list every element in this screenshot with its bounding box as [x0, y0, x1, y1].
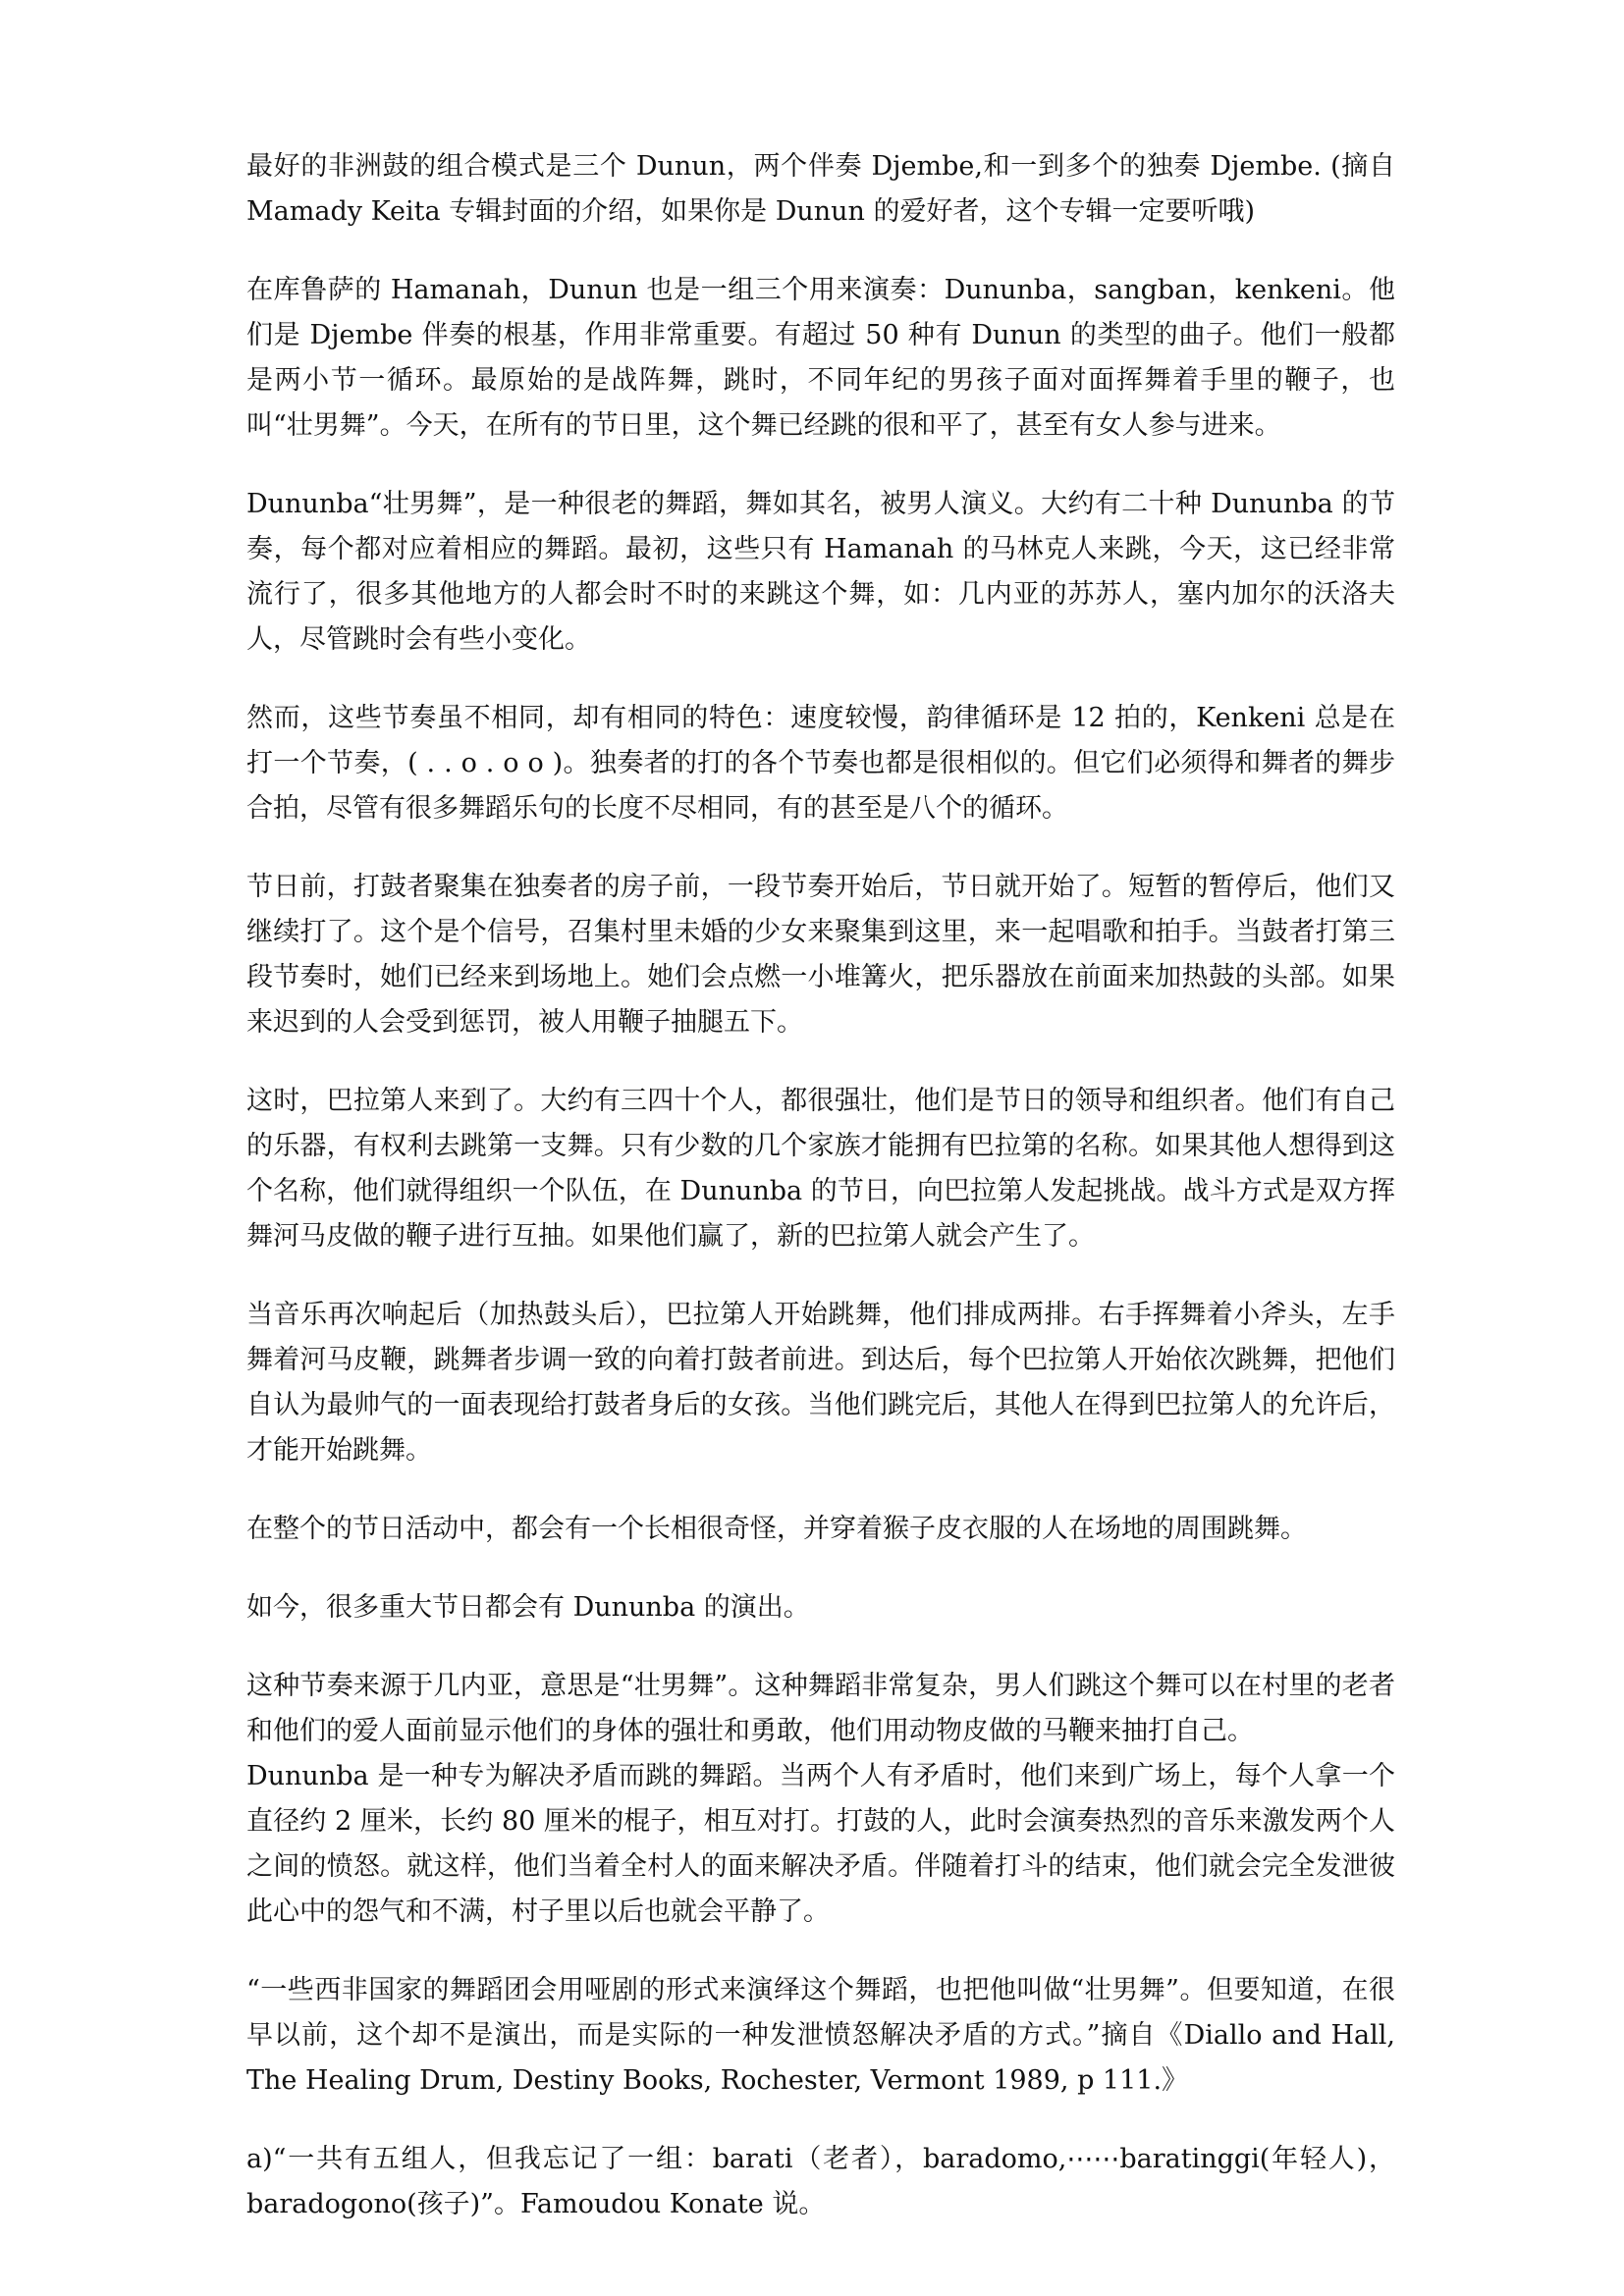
paragraph-rhythm-features: 然而，这些节奏虽不相同，却有相同的特色：速度较慢，韵律循环是 12 拍的，Kenkeni 总是在打一个节奏，( . . o . o o )。独奏者的打的各个节奏也都是很相似的。但它们必须得和舞者的舞步合拍，尽管有很多舞蹈乐句的长度不尽相同，有的甚至是八个的循环。 [246, 703, 1395, 824]
paragraph-quote: “一些西非国家的舞蹈团会用哑剧的形式来演绎这个舞蹈，也把他叫做“壮男舞”。但要知道，在很早以前，这个却不是演出，而是实际的一种发泄愤怒解决矛盾的方式。”摘自《Diallo and Hall, The Healing Drum, Destiny Books, Rochester, Vermont 1989, p 111.》 [246, 1975, 1404, 2096]
paragraph-today: 如今，很多重大节日都会有 Dununba 的演出。 [246, 1592, 810, 1623]
paragraph-dance: 当音乐再次响起后（加热鼓头后），巴拉第人开始跳舞，他们排成两排。右手挥舞着小斧头，左手舞着河马皮鞭，跳舞者步调一致的向着打鼓者前进。到达后，每个巴拉第人开始依次跳舞，把他们自认为最帅气的一面表现给打鼓者身后的女孩。当他们跳完后，其他人在得到巴拉第人的允许后，才能开始跳舞。 [246, 1300, 1395, 1466]
paragraph-festival-start: 节日前，打鼓者聚集在独奏者的房子前，一段节奏开始后，节日就开始了。短暂的暂停后，他们又继续打了。这个是个信号，召集村里未婚的少女来聚集到这里，来一起唱歌和拍手。当鼓者打第三段节奏时，她们已经来到场地上。她们会点燃一小堆篝火，把乐器放在前面来加热鼓的头部。如果来迟到的人会受到惩罚，被人用鞭子抽腿五下。 [246, 872, 1395, 1038]
paragraph-guinea-origin: 这种节奏来源于几内亚，意思是“壮男舞”。这种舞蹈非常复杂，男人们跳这个舞可以在村里的老者和他们的爱人面前显示他们的身体的强壮和勇敢，他们用动物皮做的马鞭来抽打自己。 [246, 1671, 1395, 1746]
document-page [246, 144, 1404, 2261]
paragraph-footnote-a: a)“一共有五组人，但我忘记了一组：barati（老者），baradomo,⋯⋯baratinggi(年轻人)，baradogono(孩子)”。Famoudou Konate 说。 [246, 2144, 1395, 2219]
paragraph-intro: 最好的非洲鼓的组合模式是三个 Dunun，两个伴奏 Djembe,和一到多个的独奏 Djembe. (摘自 Mamady Keita 专辑封面的介绍，如果你是 Dunun 的爱好者，这个专辑一定要听哦) [246, 151, 1404, 227]
paragraph-dununba-origin: Dununba“壮男舞”，是一种很老的舞蹈，舞如其名，被男人演义。大约有二十种 Dununba 的节奏，每个都对应着相应的舞蹈。最初，这些只有 Hamanah 的马林克人来跳，今天，这已经非常流行了，很多其他地方的人都会时不时的来跳这个舞，如：几内亚的苏苏人，塞内加尔的沃洛夫人，尽管跳时会有些小变化。 [246, 489, 1395, 655]
paragraph-hamanah: 在库鲁萨的 Hamanah，Dunun 也是一组三个用来演奏：Dununba，sangban，kenkeni。他们是 Djembe 伴奏的根基，作用非常重要。有超过 50 种有 Dunun 的类型的曲子。他们一般都是两小节一循环。最原始的是战阵舞，跳时，不同年纪的男孩子面对面挥舞着手里的鞭子，也叫“壮男舞”。今天，在所有的节日里，这个舞已经跳的很和平了，甚至有女人参与进来。 [246, 275, 1395, 441]
paragraph-barati: 这时，巴拉第人来到了。大约有三四十个人，都很强壮，他们是节日的领导和组织者。他们有自己的乐器，有权利去跳第一支舞。只有少数的几个家族才能拥有巴拉第的名称。如果其他人想得到这个名称，他们就得组织一个队伍，在 Dununba 的节日，向巴拉第人发起挑战。战斗方式是双方挥舞河马皮做的鞭子进行互抽。如果他们赢了，新的巴拉第人就会产生了。 [246, 1086, 1395, 1252]
paragraph-monkey-dancer: 在整个的节日活动中，都会有一个长相很奇怪，并穿着猴子皮衣服的人在场地的周围跳舞。 [246, 1514, 1307, 1544]
paragraph-conflict: Dununba 是一种专为解决矛盾而跳的舞蹈。当两个人有矛盾时，他们来到广场上，每个人拿一个直径约 2 厘米，长约 80 厘米的棍子，相互对打。打鼓的人，此时会演奏热烈的音乐来激发两个人之间的愤怒。就这样，他们当着全村人的面来解决矛盾。伴随着打斗的结束，他们就会完全发泄彼此心中的怨气和不满，村子里以后也就会平静了。 [246, 1761, 1395, 1927]
